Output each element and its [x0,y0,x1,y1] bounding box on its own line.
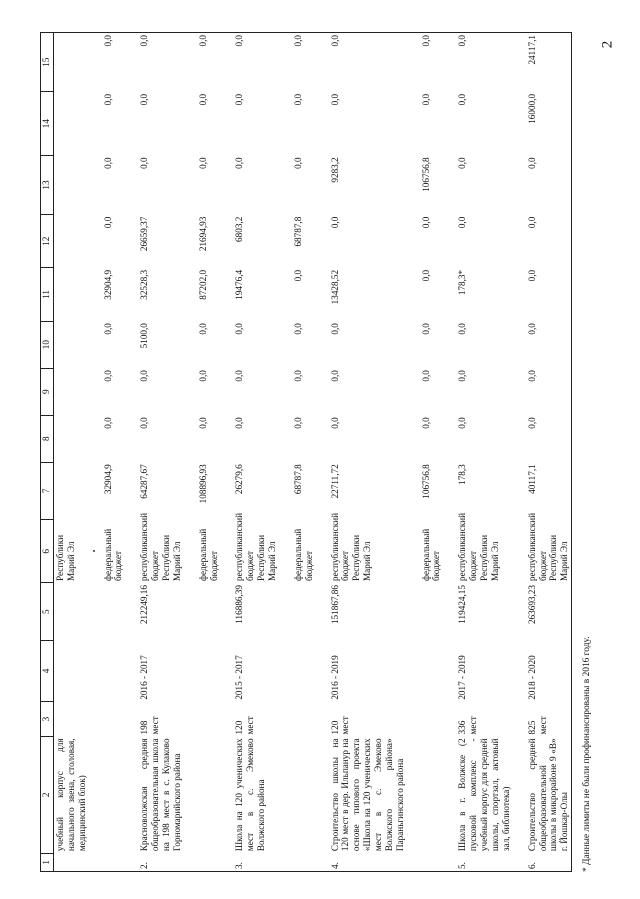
col-header-13: 13 [41,155,54,214]
cell-col-9 [54,368,89,415]
cell-col-8: 0,0 [234,417,245,429]
cell-col-6: федеральный бюджет [420,528,442,581]
cell-col-6: республиканский бюджет Республики Марий Эл [139,512,182,581]
table-row [184,33,221,872]
cell-col-15: 24117,1 [513,33,572,92]
cell-col-13: 0,0 [234,157,245,169]
cell-col-7: 32904,9 [102,464,113,495]
cell-col-14: 0,0 [234,93,245,106]
cell-col-14: 0,0 [420,93,431,106]
cell-col-10: 0,0 [457,323,468,335]
cell-col-4: 2018 - 2020 [513,640,572,701]
cell-col-11: 19476,4 [234,269,245,300]
cell-col-11: 13428,52 [329,269,340,305]
cell-col-12: 0,0 [329,216,340,229]
cell-col-14: 0,0 [457,93,468,106]
cell-col-11: 0,0 [292,269,303,282]
cell-col-9: 0,0 [329,370,340,382]
col-header-15: 15 [41,33,54,92]
cell-col-3 [89,702,126,737]
table-row [220,33,278,872]
cell-col-9: 0,0 [457,370,468,382]
cell-col-7 [54,462,89,519]
cell-col-8: 0,0 [139,417,150,429]
cell-col-15: 0,0 [184,33,221,92]
budget-table [40,32,572,872]
cell-col-14 [54,92,89,155]
cell-col-14: 0,0 [329,93,340,106]
cell-col-1 [279,853,316,871]
cell-col-12: 0,0 [513,215,572,268]
cell-col-4: 2015 - 2017 [234,655,245,700]
cell-col-1 [89,853,126,871]
cell-col-7: 40117,1 [513,462,572,519]
cell-col-8: 0,0 [292,417,303,429]
cell-col-15 [54,33,89,92]
cell-col-12 [54,215,89,268]
cell-col-14: 0,0 [102,93,113,106]
cell-col-12: 0,0 [457,216,468,229]
col-header-9: 9 [41,368,54,415]
cell-col-8: 0,0 [329,417,340,429]
cell-col-1: 2. [125,853,183,871]
cell-col-4: 2017 - 2019 [457,655,468,700]
col-header-8: 8 [41,415,54,462]
footnote: * Данные лимиты не были профинансированы в 2016 году. [582,636,592,872]
cell-col-2: Школа в г. Волжске (2 пусковой комплекс - учебный корпус для средней школы, спортзал, актовый зал, библиотека) [457,738,511,852]
cell-col-13: 9283,2 [329,157,340,183]
table-row [407,33,444,872]
cell-col-9: 0,0 [513,368,572,415]
col-header-10: 10 [41,321,54,368]
cell-col-3: 120 мест [329,716,351,735]
cell-col-5 [184,583,221,640]
cell-col-12: 6803,2 [234,216,245,242]
column-number-row [41,33,54,872]
cell-col-5: 151867,86 [329,585,340,625]
cell-col-13: 0,0 [292,157,303,169]
cell-col-7: 68787,8 [292,464,303,495]
col-header-2: 2 [41,736,54,853]
cell-col-12: 0,0 [420,216,431,229]
cell-col-3: 120 мест [234,716,256,735]
col-header-7: 7 [41,462,54,519]
cell-col-1 [407,853,444,871]
cell-col-15: 0,0 [220,33,278,92]
rotated-page-content [40,32,592,872]
cell-col-6: Республики Марий Эл [55,534,76,581]
cell-col-5 [407,583,444,640]
cell-col-15: 0,0 [407,33,444,92]
cell-col-2: Строительство школы на 120 мест в дер. Ильпанур на основе типового проекта «Школа на 120 ученических мест в с. Эмеково Волжского района» Параньгинского района [329,738,405,852]
cell-col-7: 178,3 [457,464,468,485]
cell-col-3 [279,702,316,737]
cell-col-6: федеральный бюджет [197,528,219,581]
cell-col-7: 106756,8 [420,464,431,499]
cell-col-4 [89,640,126,701]
cell-col-2 [89,736,126,853]
cell-col-8: 0,0 [197,417,208,429]
cell-col-12: 26659,37 [139,216,150,252]
cell-col-3 [407,702,444,737]
cell-col-11: 32904,9 [102,269,113,300]
cell-col-10: 0,0 [420,323,431,335]
col-header-4: 4 [41,640,54,701]
cell-col-5 [54,583,89,640]
cell-col-8: 0,0 [513,415,572,462]
cell-col-5: 263693,23 [513,583,572,640]
cell-col-13: 0,0 [513,155,572,214]
cell-col-11: 87202,0 [197,269,208,300]
cell-col-7: 22711,72 [329,464,340,499]
cell-col-3: 198 мест [139,716,161,735]
cell-col-3: 825 мест [513,702,572,737]
cell-col-10: 0,0 [197,323,208,335]
cell-col-8: 0,0 [420,417,431,429]
cell-col-14: 0,0 [292,93,303,106]
cell-col-7: 108896,93 [197,464,208,504]
cell-col-11: 0,0 [513,268,572,321]
table-row [54,33,89,872]
col-header-11: 11 [41,268,54,321]
cell-col-13 [54,155,89,214]
cell-col-6: республиканский бюджет Республики Марий Эл [234,512,278,581]
cell-col-2: Школа на 120 ученических мест в с. Эмеково Волжского района [234,738,267,852]
cell-col-1: 5. [443,853,512,871]
col-header-5: 5 [41,583,54,640]
cell-col-5 [89,583,126,640]
cell-col-2 [184,736,221,853]
cell-col-5: 116886,39 [234,585,245,624]
cell-col-1: 6. [513,853,572,871]
col-header-1: 1 [41,853,54,871]
cell-col-14: 0,0 [197,93,208,106]
cell-col-11 [54,268,89,321]
cell-col-1: 3. [220,853,278,871]
cell-col-4 [279,640,316,701]
cell-col-9: 0,0 [420,370,431,382]
cell-col-2: учебный корпус для начального звена, столовая, медицинский блок) [55,738,87,852]
cell-col-10: 0,0 [234,323,245,335]
cell-col-8 [54,415,89,462]
cell-col-11: 32528,3 [139,269,150,300]
cell-col-6: республиканский бюджет Республики Марий Эл [457,512,500,581]
cell-col-9: 0,0 [292,370,303,382]
col-header-6: 6 [41,520,54,583]
table-body [54,33,572,872]
cell-col-15: 0,0 [279,33,316,92]
cell-col-6: республиканский бюджет Республики Марий Эл [329,512,373,581]
cell-col-2 [407,736,444,853]
cell-col-12: 68787,8 [292,216,303,247]
cell-col-3: 336 мест [457,716,479,735]
cell-col-2 [279,736,316,853]
table-row [443,33,512,872]
page-number: 2 [599,40,616,49]
cell-col-15: 0,0 [89,33,126,92]
cell-col-5 [279,583,316,640]
cell-col-8: 0,0 [102,417,113,429]
cell-col-13: 0,0 [139,157,150,169]
table-row [316,33,407,872]
cell-col-1: 4. [316,853,407,871]
cell-col-13: 106756,8 [420,157,431,192]
table-row [279,33,316,872]
cell-col-8: 0,0 [457,417,468,429]
table-row [125,33,183,872]
cell-col-7: 64287,67 [139,464,150,499]
cell-col-10 [54,321,89,368]
cell-col-4 [54,640,89,701]
cell-col-15: 0,0 [316,33,407,92]
cell-col-10: 5100,0 [139,323,150,349]
col-header-12: 12 [41,215,54,268]
cell-col-14: 0,0 [139,93,150,106]
cell-col-9: 0,0 [139,370,150,382]
cell-col-3 [54,702,89,737]
cell-col-4: 2016 - 2017 [139,655,150,700]
cell-col-12: 21694,93 [197,216,208,252]
cell-col-6: федеральный бюджет [102,528,124,581]
cell-col-11: 178,3* [457,269,468,296]
cell-col-5: 119424,15 [457,585,468,624]
col-header-3: 3 [41,702,54,737]
cell-col-4: 2016 - 2019 [329,655,340,700]
cell-col-1 [184,853,221,871]
cell-col-7: 26279,6 [234,464,245,495]
cell-col-11: 0,0 [420,269,431,282]
table-row [89,33,126,872]
cell-col-2: Строительство средней общеобразовательной школы в микрорайоне 9 «В» г. Йошкар-Олы [513,736,572,853]
cell-col-5: 212249,16 [139,585,150,625]
table-row [513,33,572,872]
cell-col-13: 0,0 [102,157,113,169]
cell-col-6: республиканский бюджет Республики Марий Эл [513,520,572,583]
cell-col-15: 0,0 [443,33,512,92]
cell-col-9: 0,0 [197,370,208,382]
cell-col-4 [407,640,444,701]
cell-col-10: 0,0 [329,323,340,335]
cell-col-13: 0,0 [197,157,208,169]
cell-col-14: 16000,0 [513,92,572,155]
cell-col-10: 0,0 [102,323,113,335]
cell-col-10: 0,0 [513,321,572,368]
cell-col-3 [184,702,221,737]
cell-col-6: федеральный бюджет [292,528,314,581]
cell-col-2: Красноволжская средняя общеобразовательная школа на 198 мест в с. Кулаково Горномарийского района [139,738,182,852]
col-header-14: 14 [41,92,54,155]
cell-col-13: 0,0 [457,157,468,169]
cell-col-9: 0,0 [234,370,245,382]
cell-col-12: 0,0 [102,216,113,229]
cell-col-9: 0,0 [102,370,113,382]
cell-col-15: 0,0 [125,33,183,92]
cell-col-1 [54,853,89,871]
cell-col-4 [184,640,221,701]
cell-col-10: 0,0 [292,323,303,335]
